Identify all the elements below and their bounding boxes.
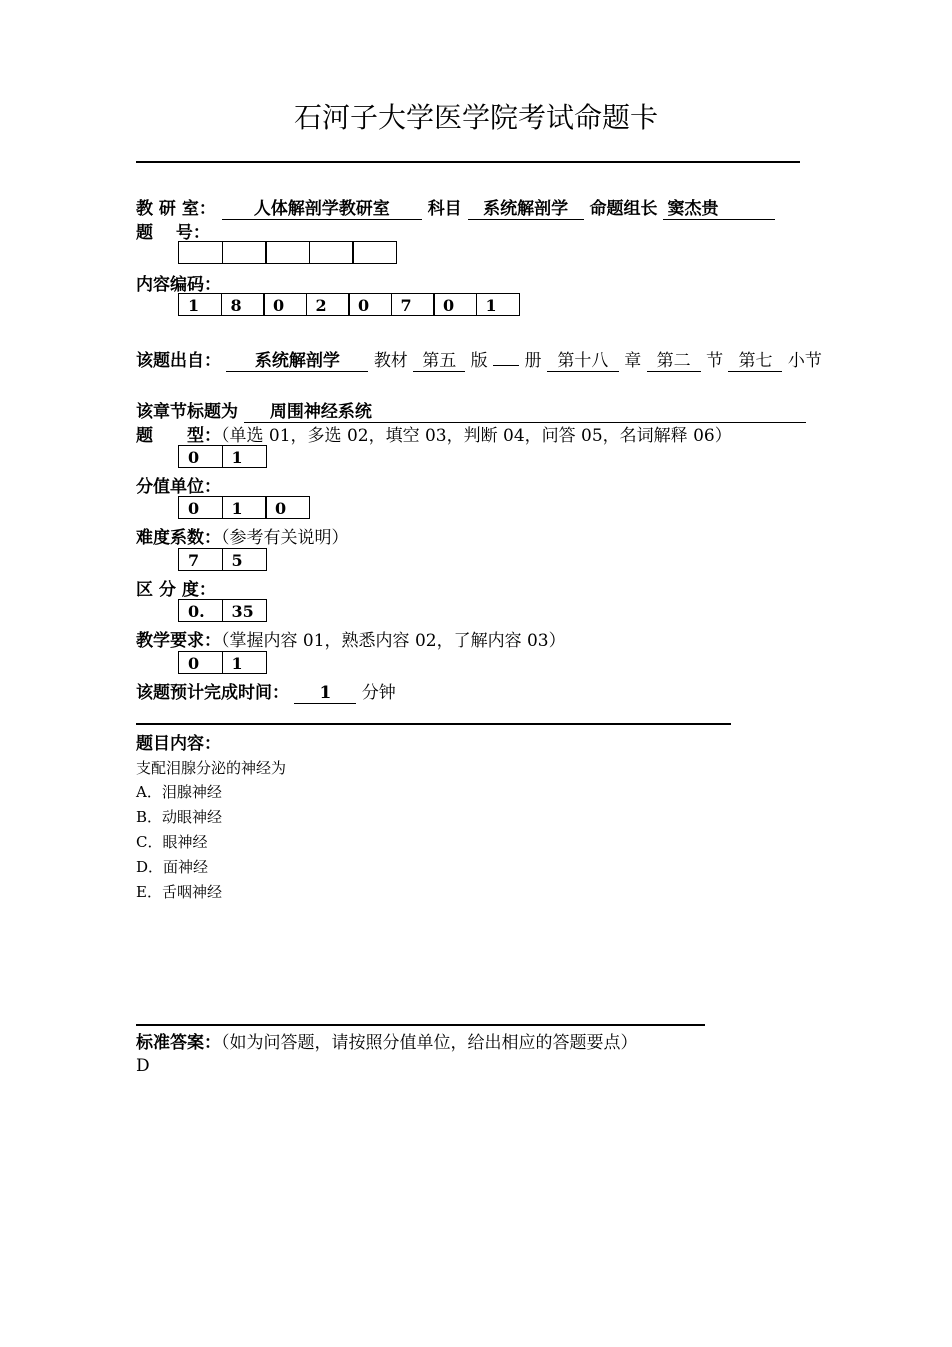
time-unit: 分钟 xyxy=(361,683,396,703)
question-type-note: （单选 01，多选 02，填空 03，判断 04，问答 05，名词解释 06） xyxy=(221,426,732,446)
question-no-cell xyxy=(222,241,267,264)
code-digit: 8 xyxy=(221,293,265,316)
code-digit: 0 xyxy=(348,293,392,316)
option-e: E．舌咽神经 xyxy=(136,883,222,901)
leader-label: 命题组长 xyxy=(589,199,658,219)
question-no-cell xyxy=(265,241,310,264)
code-digit: 1 xyxy=(178,293,222,316)
difficulty-note: （参考有关说明） xyxy=(221,528,349,548)
score-unit-cell: 0 xyxy=(178,496,223,519)
requirement-row xyxy=(136,626,566,651)
answer-row xyxy=(136,1028,638,1053)
difficulty-row xyxy=(136,523,349,548)
discrimination-label: 区 分 度： xyxy=(136,580,216,600)
source-text-xiaojie: 小节 xyxy=(787,351,822,371)
source-volume xyxy=(493,365,519,366)
question-no-cell xyxy=(178,241,223,264)
source-chapter: 第十八 xyxy=(547,351,619,372)
content-code-label: 内容编码： xyxy=(136,275,221,295)
title-divider xyxy=(136,161,800,163)
source-text-ban: 版 xyxy=(470,351,488,371)
question-no-label: 题 号： xyxy=(136,223,210,243)
source-text-ce: 册 xyxy=(524,351,542,371)
discrimination-boxes xyxy=(178,599,267,622)
content-divider xyxy=(136,723,731,725)
code-digit: 0 xyxy=(433,293,477,316)
source-text-jiaocai: 教材 xyxy=(373,351,408,371)
chapter-title-row xyxy=(136,397,806,423)
score-unit-cell: 1 xyxy=(222,496,267,519)
subject-label: 科目 xyxy=(427,199,462,219)
question-type-cell: 0 xyxy=(178,445,223,468)
chapter-title-label: 该章节标题为 xyxy=(136,402,238,422)
question-no-cell xyxy=(309,241,354,264)
requirement-note: （掌握内容 01，熟悉内容 02，了解内容 03） xyxy=(221,631,566,651)
score-unit-label: 分值单位： xyxy=(136,477,221,497)
subject-value: 系统解剖学 xyxy=(468,199,584,220)
option-d: D．面神经 xyxy=(136,858,209,876)
difficulty-cell: 7 xyxy=(178,548,223,571)
difficulty-cell: 5 xyxy=(222,548,267,571)
question-no-cell xyxy=(352,241,397,264)
score-unit-cell: 0 xyxy=(265,496,310,519)
answer-divider xyxy=(136,1024,705,1026)
question-type-boxes xyxy=(178,445,267,468)
option-a: A．泪腺神经 xyxy=(136,783,222,801)
source-section: 第二 xyxy=(647,351,701,372)
page-title: 石河子大学医学院考试命题卡 xyxy=(293,101,658,134)
requirement-label: 教学要求： xyxy=(136,631,221,651)
difficulty-boxes xyxy=(178,548,267,571)
requirement-boxes xyxy=(178,651,267,674)
code-digit: 7 xyxy=(391,293,435,316)
chapter-title-value: 周围神经系统 xyxy=(244,402,806,423)
question-type-cell: 1 xyxy=(222,445,267,468)
answer-label: 标准答案： xyxy=(136,1033,221,1053)
source-text-zhang: 章 xyxy=(624,351,642,371)
answer-note: （如为问答题，请按照分值单位，给出相应的答题要点） xyxy=(221,1033,638,1053)
content-label: 题目内容： xyxy=(136,734,221,754)
leader-value: 窦杰贵 xyxy=(663,199,775,220)
content-code-boxes xyxy=(178,293,520,316)
time-value: 1 xyxy=(294,683,356,704)
code-digit: 0 xyxy=(263,293,307,316)
option-b: B．动眼神经 xyxy=(136,808,223,826)
code-digit: 1 xyxy=(476,293,520,316)
difficulty-label: 难度系数： xyxy=(136,528,221,548)
source-subsection: 第七 xyxy=(728,351,782,372)
question-type-label: 题 型： xyxy=(136,426,221,446)
requirement-cell: 0 xyxy=(178,651,223,674)
source-edition: 第五 xyxy=(413,351,465,372)
source-row xyxy=(136,346,822,372)
code-digit: 2 xyxy=(306,293,350,316)
source-text-jie: 节 xyxy=(706,351,724,371)
time-label: 该题预计完成时间： xyxy=(136,683,289,703)
question-no-boxes xyxy=(178,241,397,264)
option-c: C．眼神经 xyxy=(136,833,208,851)
discrimination-cell: 35 xyxy=(222,599,267,622)
time-row xyxy=(136,678,396,704)
source-label: 该题出自： xyxy=(136,351,221,371)
question-stem: 支配泪腺分泌的神经为 xyxy=(136,759,287,777)
requirement-cell: 1 xyxy=(222,651,267,674)
header-row xyxy=(136,194,775,220)
dept-value: 人体解剖学教研室 xyxy=(222,199,422,220)
score-unit-boxes xyxy=(178,496,310,519)
source-book: 系统解剖学 xyxy=(226,351,368,372)
dept-label: 教 研 室： xyxy=(136,199,216,219)
discrimination-cell: 0. xyxy=(178,599,223,622)
answer-value: D xyxy=(136,1056,150,1076)
question-type-row xyxy=(136,421,732,446)
